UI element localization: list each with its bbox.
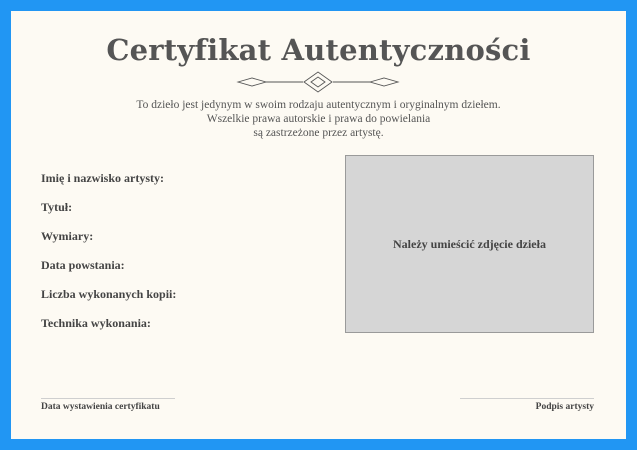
certificate-title: Certyfikat Autentyczności: [106, 33, 531, 67]
diamond-divider-icon: [236, 70, 401, 94]
certificate-fields: [41, 171, 176, 345]
field-creation-date: Data powstania:: [41, 258, 125, 272]
field-artist-name: Imię i nazwisko artysty:: [41, 171, 164, 185]
field-title: Tytuł:: [41, 200, 73, 214]
intro-line: Wszelkie prawa autorskie i prawa do powielania: [206, 113, 431, 125]
certificate-intro: [11, 98, 626, 140]
artwork-photo-placeholder: [345, 155, 594, 333]
photo-placeholder-label: Należy umieścić zdjęcie dzieła: [393, 236, 546, 251]
signature-date-line: Data wystawienia certyfikatu: [41, 398, 175, 412]
field-dimensions: Wymiary:: [41, 229, 94, 243]
intro-line: są zastrzeżone przez artystę.: [253, 127, 384, 139]
intro-line: To dzieło jest jedynym w swoim rodzaju autentycznym i oryginalnym dziełem.: [136, 99, 501, 111]
field-copies-count: Liczba wykonanych kopii:: [41, 287, 177, 301]
certificate-paper: [11, 11, 626, 439]
signature-artist-line: Podpis artysty: [460, 398, 594, 412]
field-technique: Technika wykonania:: [41, 316, 151, 330]
